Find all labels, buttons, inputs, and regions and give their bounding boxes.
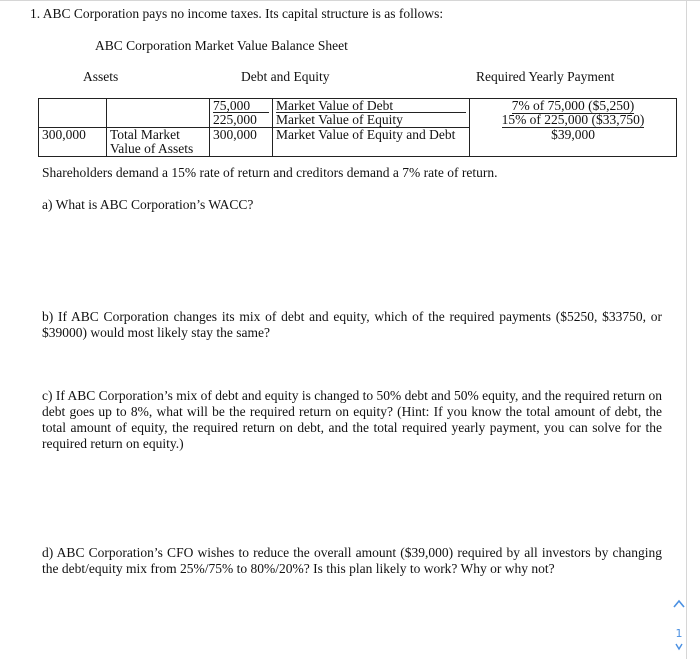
- table-cell-empty: [107, 99, 210, 114]
- header-assets: Assets: [83, 69, 119, 84]
- table-cell-empty: [39, 113, 107, 128]
- table-row: [39, 128, 677, 157]
- balance-sheet-table: [38, 98, 677, 157]
- page-number: 1: [675, 627, 683, 640]
- table-row: [39, 99, 677, 114]
- chevron-up-icon[interactable]: [668, 598, 690, 612]
- question-b: b) If ABC Corporation changes its mix of debt and equity, which of the required payments ($5250, $33750, or $39000) would most likely stay the same?: [42, 309, 662, 340]
- chevron-down-icon[interactable]: [668, 643, 690, 654]
- debt-value-cell: 75,000: [210, 99, 273, 114]
- equity-value-cell: [210, 113, 273, 128]
- equity-label-text: Market Value of Equity: [276, 112, 466, 127]
- total-assets-value-cell: 300,000: [39, 128, 107, 157]
- header-debt-equity: Debt and Equity: [241, 69, 330, 84]
- total-label-cell: Market Value of Equity and Debt: [273, 128, 470, 157]
- question-a: a) What is ABC Corporation’s WACC?: [42, 197, 254, 212]
- equity-payment-cell: [470, 113, 677, 128]
- page-top-border: [0, 0, 700, 1]
- debt-payment-cell: [470, 99, 677, 114]
- demand-note: Shareholders demand a 15% rate of return and creditors demand a 7% rate of return.: [42, 165, 498, 180]
- total-value-cell: 300,000: [210, 128, 273, 157]
- debt-payment-text: 7% of 75,000 ($5,250): [511, 98, 635, 113]
- equity-value-text: 225,000: [213, 112, 269, 127]
- debt-label-cell: Market Value of Debt: [273, 99, 470, 114]
- total-assets-label-cell: Total Market Value of Assets: [107, 128, 210, 157]
- equity-payment-text: 15% of 225,000 ($33,750): [501, 112, 645, 127]
- question-d: d) ABC Corporation’s CFO wishes to reduce the overall amount ($39,000) required by all investors by changing the debt/equity mix from 25%/75% to 80%/20%? Is this plan likely to work? Why or why not?: [42, 545, 662, 576]
- equity-label-cell: [273, 113, 470, 128]
- question-c: c) If ABC Corporation’s mix of debt and equity is changed to 50% debt and 50% equity, and the required return on debt goes up to 8%, what will be the required return on equity? (Hint: If you know the total amount of debt, the total amount of equity, the required return on debt, and the total required yearly payment, you can solve for the required return on equity.): [42, 388, 662, 451]
- total-payment-cell: $39,000: [470, 128, 677, 157]
- header-required-payment: Required Yearly Payment: [476, 69, 615, 84]
- page-right-border: [686, 0, 687, 659]
- question-intro: 1. ABC Corporation pays no income taxes. Its capital structure is as follows:: [30, 6, 444, 21]
- table-cell-empty: [107, 113, 210, 128]
- table-cell-empty: [39, 99, 107, 114]
- balance-sheet-title: ABC Corporation Market Value Balance Sheet: [95, 38, 348, 53]
- table-row: [39, 113, 677, 128]
